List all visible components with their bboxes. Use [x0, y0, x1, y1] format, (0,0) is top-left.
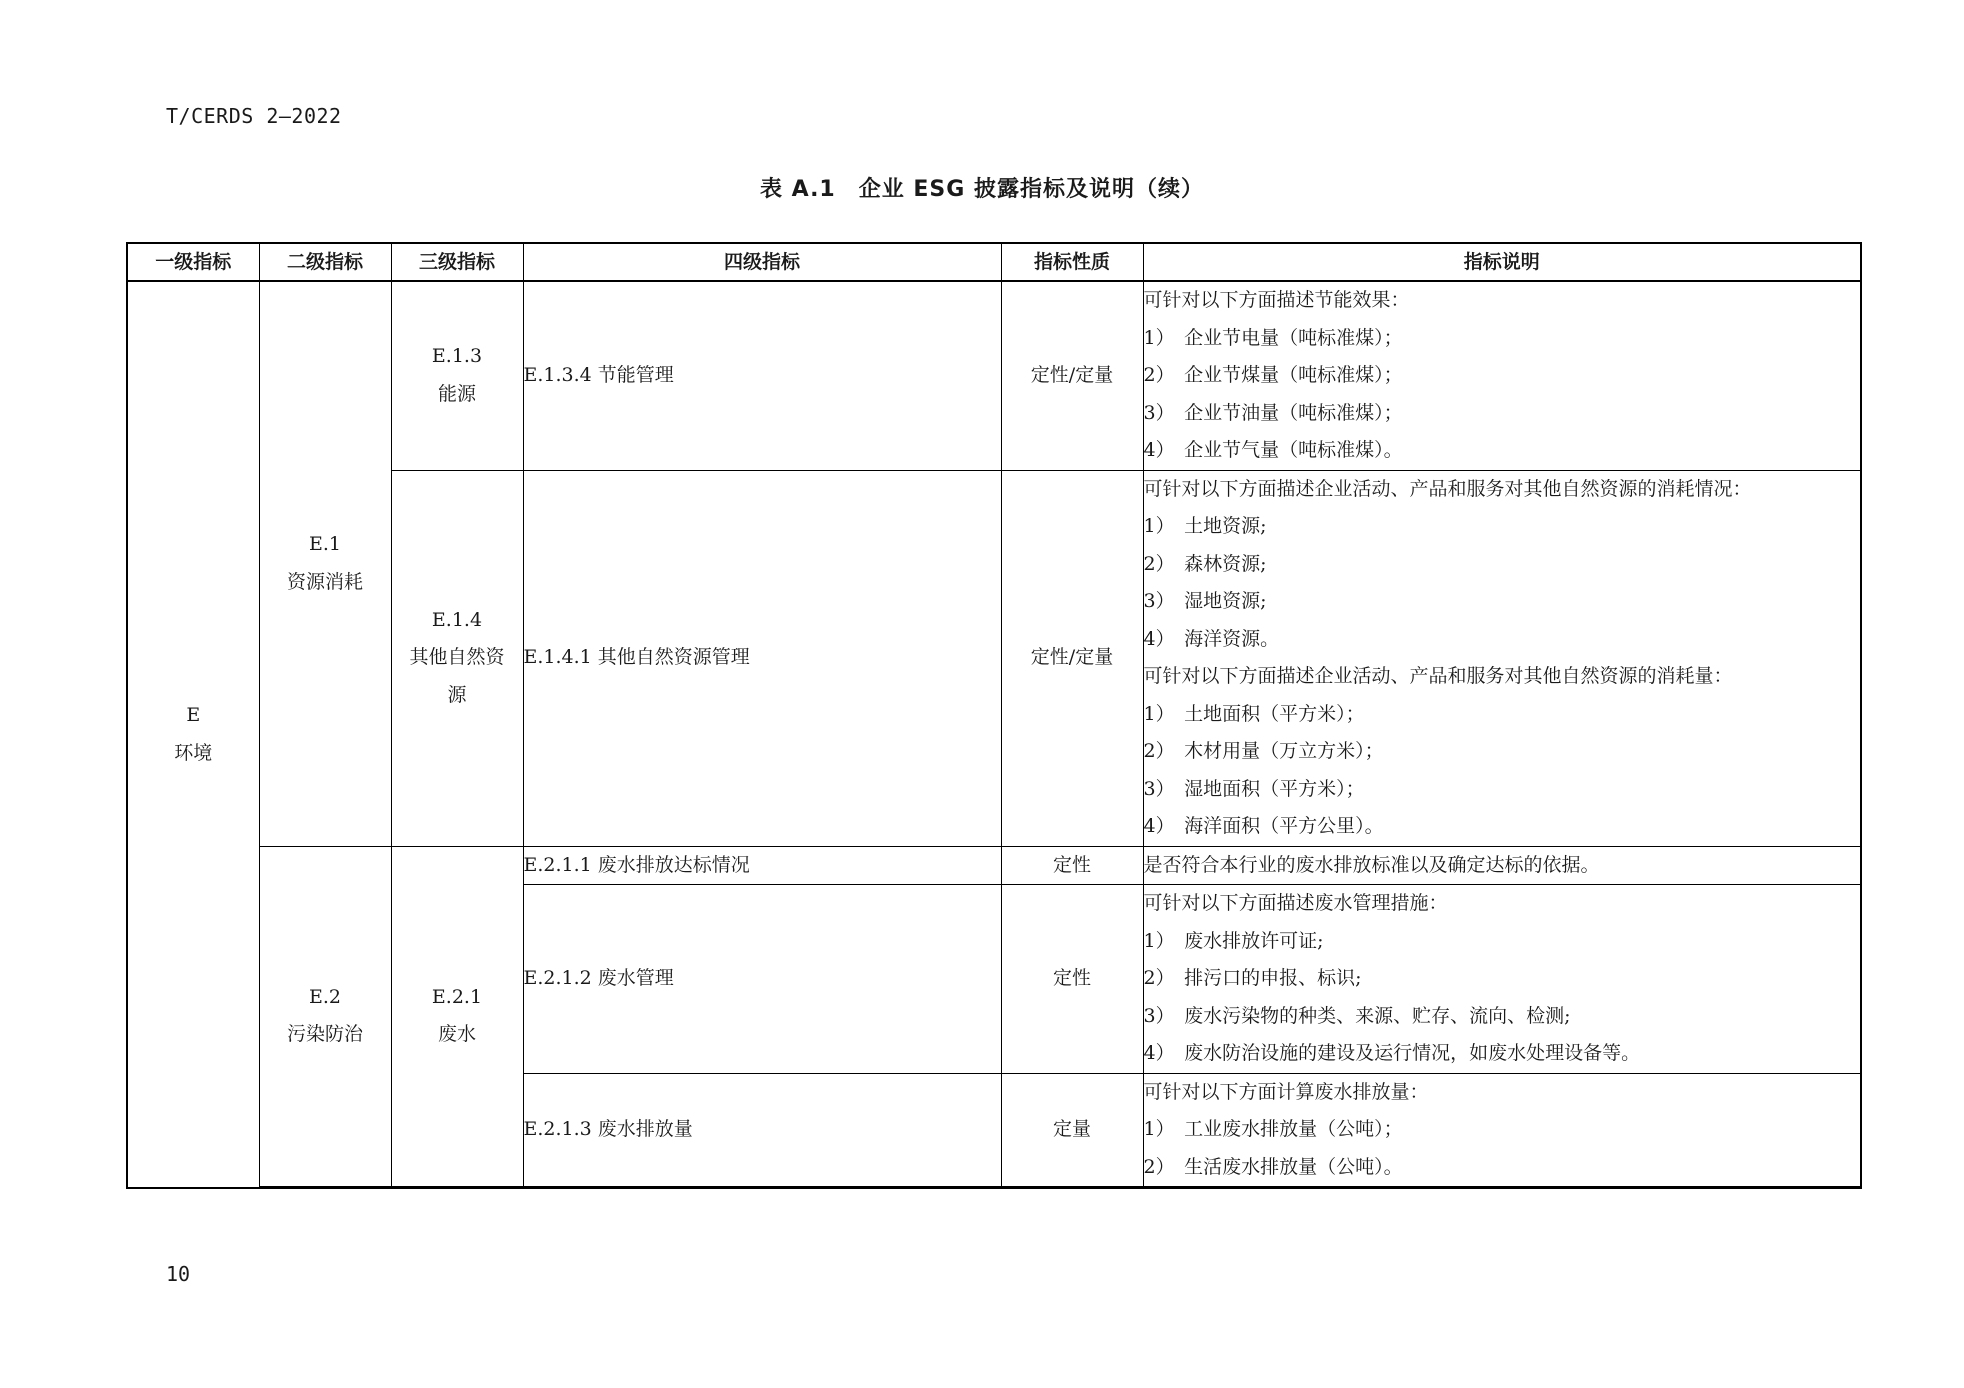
- description-line: 4） 海洋资源。: [1143, 627, 1280, 650]
- description-cell: [1143, 1073, 1861, 1187]
- description-line: 可针对以下方面描述节能效果：: [1143, 289, 1410, 311]
- description-cell: [1143, 885, 1861, 1074]
- level2-code: E.2: [309, 985, 341, 1008]
- column-header-level4: 四级指标: [523, 243, 1001, 281]
- description-line: 1） 土地面积（平方米）；: [1143, 702, 1365, 725]
- description-cell: [1143, 846, 1861, 885]
- level4-cell: E.2.1.2 废水管理: [523, 885, 1001, 1074]
- description-line: 可针对以下方面描述废水管理措施：: [1143, 892, 1448, 914]
- description-line: 1） 工业废水排放量（公吨）；: [1143, 1118, 1403, 1140]
- table-row: [127, 281, 1861, 470]
- description-line: 3） 企业节油量（吨标准煤）；: [1143, 401, 1403, 424]
- description-line: 2） 森林资源;: [1143, 552, 1267, 575]
- description-line: 4） 海洋面积（平方公里）。: [1143, 815, 1384, 837]
- table-row: [127, 846, 1861, 885]
- column-header-level1: 一级指标: [127, 243, 259, 281]
- level3-name: 其他自然资源: [409, 646, 505, 706]
- level4-cell: E.1.3.4 节能管理: [523, 281, 1001, 470]
- nature-cell: 定性: [1001, 885, 1143, 1074]
- column-header-level2: 二级指标: [259, 243, 391, 281]
- level3-code: E.1.3: [431, 345, 483, 368]
- level3-cell-e14: [391, 470, 523, 846]
- description-line: 2） 生活废水排放量（公吨）。: [1143, 1155, 1403, 1178]
- table-title: 表 A.1 企业 ESG 披露指标及说明（续）: [759, 177, 1204, 202]
- level3-code: E.2.1: [431, 985, 483, 1008]
- description-line: 1） 废水排放许可证;: [1143, 929, 1324, 952]
- level1-name: 环境: [174, 741, 213, 764]
- description-line: 3） 废水污染物的种类、来源、贮存、流向、检测;: [1143, 1004, 1571, 1027]
- nature-cell: 定性/定量: [1001, 470, 1143, 846]
- page-number: 10: [166, 1262, 191, 1286]
- document-code: T/CERDS 2—2022: [166, 104, 342, 128]
- level3-name: 废水: [437, 1023, 476, 1046]
- column-header-level3: 三级指标: [391, 243, 523, 281]
- column-header-description: 指标说明: [1143, 243, 1861, 281]
- level4-cell: E.2.1.3 废水排放量: [523, 1073, 1001, 1187]
- description-cell: [1143, 470, 1861, 846]
- level1-code: E: [186, 704, 201, 726]
- description-line: 2） 排污口的申报、标识;: [1143, 967, 1362, 989]
- level3-cell-e13: [391, 281, 523, 470]
- column-header-nature: 指标性质: [1001, 243, 1143, 281]
- description-line: 2） 木材用量（万立方米）；: [1143, 740, 1384, 762]
- description-line: 1） 企业节电量（吨标准煤）；: [1143, 326, 1403, 349]
- description-line: 是否符合本行业的废水排放标准以及确定达标的依据。: [1143, 853, 1600, 876]
- level2-cell-e2: [259, 846, 391, 1187]
- description-line: 可针对以下方面计算废水排放量：: [1143, 1080, 1429, 1103]
- table-header-row: [127, 243, 1861, 281]
- level3-cell-e21: [391, 846, 523, 1187]
- description-line: 3） 湿地资源;: [1143, 590, 1267, 612]
- level1-cell: [127, 281, 259, 1188]
- description-line: 4） 企业节气量（吨标准煤）。: [1143, 439, 1403, 461]
- level3-code: E.1.4: [431, 608, 483, 631]
- description-cell: [1143, 281, 1861, 470]
- level2-cell-e1: [259, 281, 391, 846]
- level4-cell: E.1.4.1 其他自然资源管理: [523, 470, 1001, 846]
- level2-code: E.1: [309, 533, 341, 556]
- level3-name: 能源: [437, 382, 476, 405]
- level2-name: 污染防治: [286, 1023, 363, 1046]
- description-line: 4） 废水防治设施的建设及运行情况，如废水处理设备等。: [1143, 1042, 1641, 1064]
- nature-cell: 定性: [1001, 846, 1143, 885]
- description-line: 2） 企业节煤量（吨标准煤）；: [1143, 364, 1403, 386]
- description-line: 1） 土地资源;: [1143, 515, 1267, 537]
- description-line: 可针对以下方面描述企业活动、产品和服务对其他自然资源的消耗情况：: [1143, 477, 1752, 500]
- esg-indicator-table: [126, 242, 1862, 1189]
- level2-name: 资源消耗: [286, 570, 363, 593]
- description-line: 3） 湿地面积（平方米）；: [1143, 777, 1365, 800]
- nature-cell: 定量: [1001, 1073, 1143, 1187]
- description-line: 可针对以下方面描述企业活动、产品和服务对其他自然资源的消耗量：: [1143, 665, 1733, 687]
- level4-cell: E.2.1.1 废水排放达标情况: [523, 846, 1001, 885]
- nature-cell: 定性/定量: [1001, 281, 1143, 470]
